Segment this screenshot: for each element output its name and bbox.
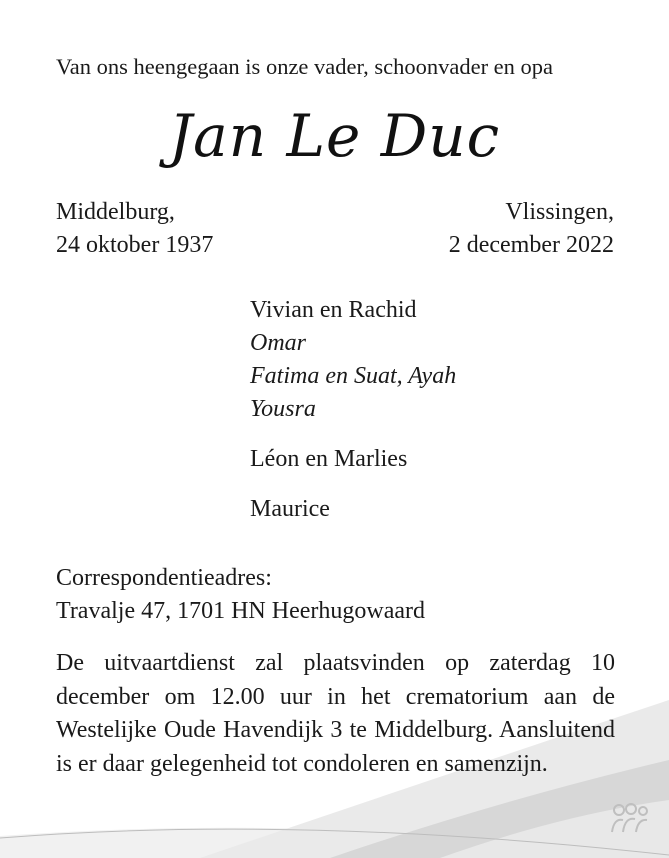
family-line: Maurice xyxy=(250,496,330,522)
birth-date: 24 oktober 1937 xyxy=(56,232,214,258)
funeral-notice: De uitvaartdienst zal plaatsvinden op zaterdag 10 december om 12.00 uur in het crematorium aan de Westelijke Oude Havendijk 3 te Middelburg. Aansluitend is er daar gelegenheid tot condoleren en samenzijn. xyxy=(56,650,615,777)
death-info xyxy=(449,196,614,262)
family-line: Fatima en Suat, Ayah xyxy=(250,363,457,389)
address-value: Travalje 47, 1701 HN Heerhugowaard xyxy=(56,598,426,624)
family-line: Omar xyxy=(250,330,307,356)
family-group xyxy=(250,443,456,476)
family-group xyxy=(250,294,456,426)
family-group xyxy=(250,493,456,526)
intro-text: Van ons heengegaan is onze vader, schoonvader en opa xyxy=(56,54,554,79)
correspondence-address xyxy=(56,562,425,628)
family-line: Léon en Marlies xyxy=(250,446,408,472)
family-line: Vivian en Rachid xyxy=(250,297,417,323)
birth-info xyxy=(56,196,213,262)
death-date: 2 december 2022 xyxy=(448,232,614,258)
birth-place: Middelburg, xyxy=(56,199,175,225)
address-label: Correspondentieadres: xyxy=(56,565,272,591)
people-group-icon xyxy=(609,802,657,838)
family-list xyxy=(250,294,456,543)
deceased-name: Jan Le Duc xyxy=(168,102,501,170)
family-line: Yousra xyxy=(250,396,316,422)
death-place: Vlissingen, xyxy=(505,199,614,225)
